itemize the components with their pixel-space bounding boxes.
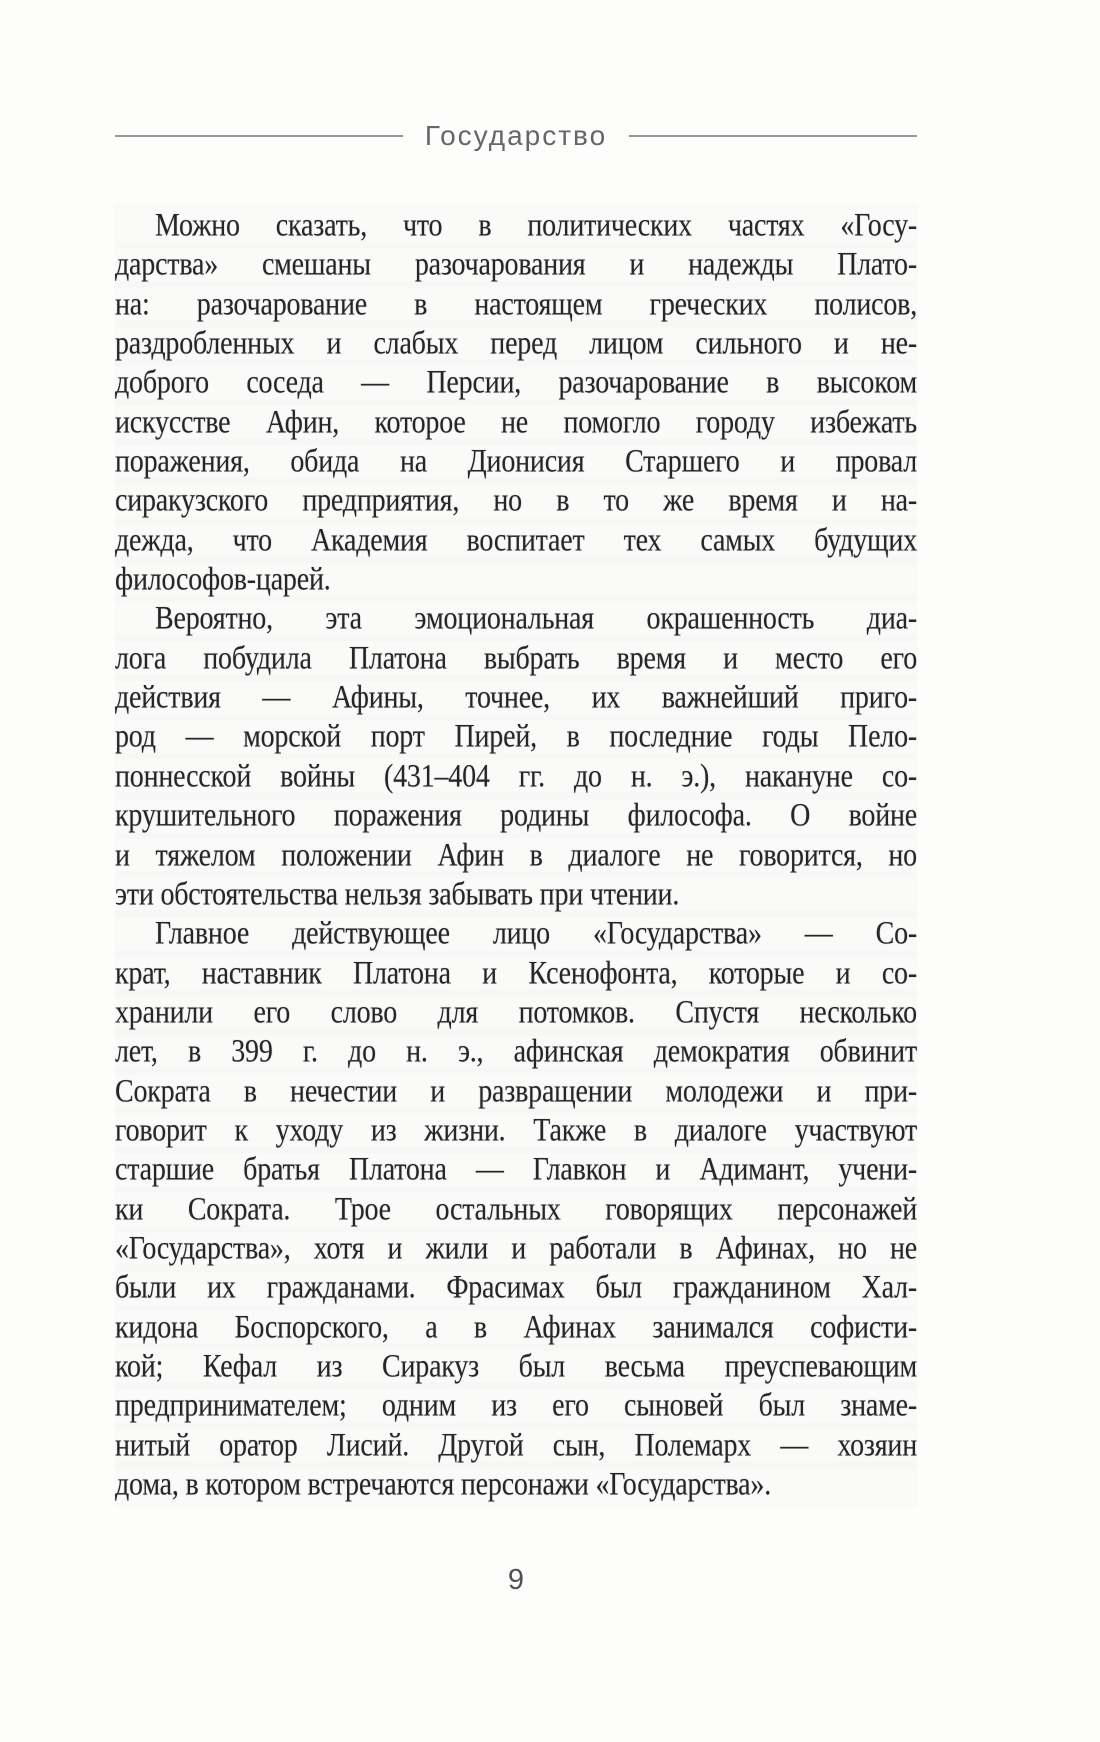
text-line: род — морской порт Пирей, в последние годы Пело-: [115, 714, 917, 760]
text-line: доброго соседа — Персии, разочарование в высоком: [115, 360, 917, 406]
text-line: кидона Боспорского, а в Афинах занимался софисти-: [115, 1304, 917, 1350]
text-line: крушительного поражения родины философа. О войне: [115, 793, 917, 839]
text-line: хранили его слово для потомков. Спустя несколько: [115, 989, 917, 1035]
text-line: Вероятно, эта эмоциональная окрашенность диа-: [115, 596, 917, 642]
text-line: на: разочарование в настоящем греческих полисов,: [115, 281, 917, 327]
text-line: были их гражданами. Фрасимах был гражданином Хал-: [115, 1265, 917, 1311]
text-line: кой; Кефал из Сиракуз был весьма преуспевающим: [115, 1343, 917, 1389]
text-line: действия — Афины, точнее, их важнейший приго-: [115, 675, 917, 721]
text-line: дома, в котором встречаются персонажи «Государства».: [115, 1461, 917, 1507]
header-rule-right: [629, 135, 917, 137]
text-line: поражения, обида на Дионисия Старшего и провал: [115, 439, 917, 485]
text-line: лет, в 399 г. до н. э., афинская демократия обвинит: [115, 1029, 917, 1075]
text-line: говорит к уходу из жизни. Также в диалоге участвуют: [115, 1107, 917, 1153]
text-line: лога побудила Платона выбрать время и место его: [115, 635, 917, 681]
text-line: раздробленных и слабых перед лицом сильного и не-: [115, 320, 917, 366]
page-header-title: Государство: [424, 120, 608, 151]
text-line: дарства» смешаны разочарования и надежды Плато-: [115, 242, 917, 288]
text-line: эти обстоятельства нельзя забывать при чтении.: [115, 871, 917, 917]
text-line: Главное действующее лицо «Государства» — Со-: [115, 911, 917, 957]
text-line: Сократа в нечестии и развращении молодежи и при-: [115, 1068, 917, 1114]
text-line: сиракузского предприятия, но в то же время и на-: [115, 478, 917, 524]
text-line: нитый оратор Лисий. Другой сын, Полемарх — хозяин: [115, 1422, 917, 1468]
text-line: «Государства», хотя и жили и работали в Афинах, но не: [115, 1225, 917, 1271]
text-line: предпринимателем; одним из его сыновей был знаме-: [115, 1383, 917, 1429]
text-line: старшие братья Платона — Главкон и Адимант, учени-: [115, 1147, 917, 1193]
text-line: Можно сказать, что в политических частях «Госу-: [115, 202, 917, 248]
text-line: крат, наставник Платона и Ксенофонта, которые и со-: [115, 950, 917, 996]
text-line: искусстве Афин, которое не помогло городу избежать: [115, 399, 917, 445]
page-number: 9: [507, 1564, 525, 1596]
running-header: [115, 120, 917, 152]
page-footer: [115, 1564, 917, 1597]
header-rule-left: [115, 135, 403, 137]
text-line: ки Сократа. Трое остальных говорящих персонажей: [115, 1186, 917, 1232]
text-line: поннесской войны (431–404 гг. до н. э.), накануне со-: [115, 753, 917, 799]
text-line: философов-царей.: [115, 557, 917, 603]
body-text: [115, 206, 917, 1504]
text-line: и тяжелом положении Афин в диалоге не говорится, но: [115, 832, 917, 878]
text-line: дежда, что Академия воспитает тех самых будущих: [115, 517, 917, 563]
